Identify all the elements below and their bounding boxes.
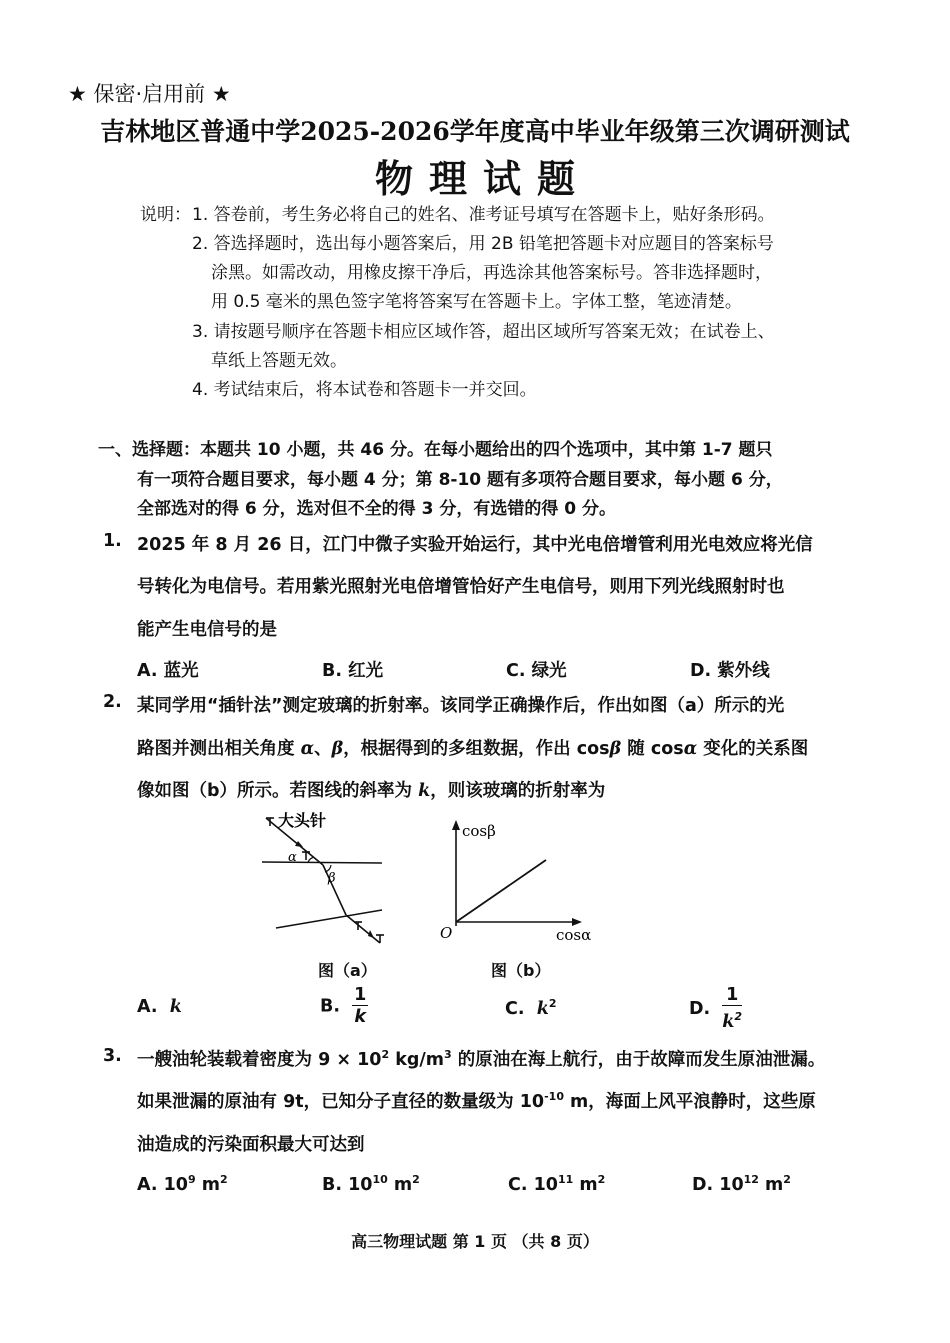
text-part: 一艘油轮装载着密度为 9 × 10 xyxy=(137,1050,382,1070)
option-b: B. 红光 xyxy=(322,661,384,681)
option-c xyxy=(508,1173,605,1195)
text-part: 随 cos xyxy=(621,739,684,759)
text-part: m，海面上风平浪静时，这些原 xyxy=(563,1092,816,1112)
exponent: 11 xyxy=(557,1173,574,1186)
unit: m xyxy=(387,1174,413,1195)
option-label: C. 10 xyxy=(508,1174,558,1195)
option-label: D. xyxy=(689,998,711,1019)
option-a xyxy=(137,1173,228,1195)
confidential-mark: ★ 保密·启用前 ★ xyxy=(68,82,231,106)
question-text xyxy=(137,1046,825,1071)
label-beta: β xyxy=(328,871,336,886)
exponent: 3 xyxy=(444,1048,452,1062)
text-part: 路图并测出相关角度 xyxy=(137,739,301,759)
question-text: 能产生电信号的是 xyxy=(137,620,277,640)
question-number: 3. xyxy=(103,1046,122,1066)
option-b xyxy=(322,1173,420,1195)
symbol-k: k xyxy=(418,781,431,801)
symbol-beta: β xyxy=(609,739,622,759)
instruction-item: 涂黑。如需改动，用橡皮擦干净后，再选涂其他答案标号。答非选择题时， xyxy=(211,263,772,283)
unit: m xyxy=(573,1174,598,1195)
arrow-head xyxy=(368,930,374,938)
symbol-beta: β xyxy=(331,739,344,759)
glass-top-edge xyxy=(262,862,382,863)
option-label: B. 10 xyxy=(322,1174,373,1195)
instruction-item: 4. 考试结束后，将本试卷和答题卡一并交回。 xyxy=(192,380,537,400)
denominator-var: k xyxy=(722,1011,735,1032)
label-pin: 大头针 xyxy=(278,811,327,830)
question-number: 2. xyxy=(103,692,122,712)
option-c: C. 绿光 xyxy=(506,661,567,681)
exponent: 2 xyxy=(381,1048,390,1062)
graph-line xyxy=(456,860,546,922)
option-label: A. 10 xyxy=(137,1174,188,1195)
option-b xyxy=(320,985,368,1028)
question-text: 号转化为电信号。若用紫光照射光电倍增管恰好产生电信号，则用下列光线照射时也 xyxy=(137,577,785,597)
option-d xyxy=(689,985,742,1033)
subject-title: 物理试题 xyxy=(374,156,591,201)
question-text xyxy=(137,735,808,760)
figure-a-caption: 图（a） xyxy=(318,961,377,980)
denominator: k xyxy=(354,1007,366,1027)
exponent: 2 xyxy=(783,1173,791,1186)
numerator: 1 xyxy=(722,985,742,1006)
pin-marks xyxy=(266,818,384,943)
text-part: 的原油在海上航行，由于故障而发生原油泄漏。 xyxy=(451,1050,826,1070)
text-part: ，根据得到的多组数据，作出 cos xyxy=(343,739,610,759)
exponent: 9 xyxy=(187,1173,196,1186)
glass-bottom-edge xyxy=(276,910,382,928)
section-line: 一、选择题：本题共 10 小题，共 46 分。在每小题给出的四个选项中，其中第 1-7 题只 xyxy=(98,440,773,460)
option-d xyxy=(692,1173,791,1195)
option-d: D. 紫外线 xyxy=(690,661,770,681)
option-value: k xyxy=(536,998,549,1019)
exponent: 2 xyxy=(412,1173,420,1186)
figure-a-diagram xyxy=(258,810,398,955)
instruction-item: 用 0.5 毫米的黑色签字笔将答案写在答题卡上。字体工整，笔迹清楚。 xyxy=(211,292,742,312)
unit: m xyxy=(758,1174,784,1195)
text-part: ，则该玻璃的折射率为 xyxy=(430,781,606,801)
unit: m xyxy=(195,1174,220,1195)
exponent: 2 xyxy=(597,1173,606,1186)
y-axis-arrow xyxy=(452,820,460,830)
figure-b-caption: 图（b） xyxy=(491,961,551,980)
symbol-alpha: α xyxy=(300,739,315,759)
text-part: kg/m xyxy=(389,1050,445,1070)
option-value: k xyxy=(169,997,182,1017)
question-text: 油造成的污染面积最大可达到 xyxy=(137,1135,365,1155)
question-text: 2025 年 8 月 26 日，江门中微子实验开始运行，其中光电倍增管利用光电效应将光信 xyxy=(137,535,813,555)
option-label: B. xyxy=(320,996,340,1017)
instruction-item: 草纸上答题无效。 xyxy=(211,351,347,371)
question-number: 1. xyxy=(103,531,122,551)
option-label: C. xyxy=(505,998,525,1019)
x-axis-arrow xyxy=(572,918,582,926)
fraction xyxy=(352,985,368,1028)
exponent: 2 xyxy=(219,1173,228,1186)
option-label: A. xyxy=(137,997,158,1017)
question-text xyxy=(137,777,605,802)
option-a: A. 蓝光 xyxy=(137,661,199,681)
instruction-item: 2. 答选择题时，选出每小题答案后，用 2B 铅笔把答题卡对应题目的答案标号 xyxy=(192,234,774,254)
origin-label: O xyxy=(440,924,453,942)
exam-title: 吉林地区普通中学2025-2026学年度高中毕业年级第三次调研测试 xyxy=(100,117,850,146)
instruction-item: 1. 答卷前，考生务必将自己的姓名、准考证号填写在答题卡上，贴好条形码。 xyxy=(192,205,775,225)
question-text xyxy=(137,1088,816,1113)
option-label: D. 10 xyxy=(692,1174,744,1195)
section-line: 全部选对的得 6 分，选对但不全的得 3 分，有选错的得 0 分。 xyxy=(137,499,616,519)
denominator xyxy=(722,1006,742,1033)
exponent: 2 xyxy=(548,997,557,1010)
symbol-alpha: α xyxy=(683,739,698,759)
exponent: 10 xyxy=(372,1173,388,1186)
label-alpha: α xyxy=(288,850,297,865)
text-part: 像如图（b）所示。若图线的斜率为 xyxy=(137,781,419,801)
figure-b-graph xyxy=(436,816,606,946)
text-part: 变化的关系图 xyxy=(697,739,809,759)
option-a xyxy=(137,997,182,1017)
exponent: -10 xyxy=(544,1090,564,1104)
section-line: 有一项符合题目要求，每小题 4 分；第 8-10 题有多项符合题目要求，每小题 6 分， xyxy=(137,470,783,490)
instructions-label: 说明： xyxy=(140,205,191,225)
x-axis-label: cosα xyxy=(556,926,592,944)
text-part: 、 xyxy=(314,739,332,759)
question-text: 某同学用“插针法”测定玻璃的折射率。该同学正确操作后，作出如图（a）所示的光 xyxy=(137,696,785,716)
instruction-item: 3. 请按题号顺序在答题卡相应区域作答，超出区域所写答案无效；在试卷上、 xyxy=(192,322,775,342)
option-c xyxy=(505,997,556,1019)
text-part: 如果泄漏的原油有 9t，已知分子直径的数量级为 10 xyxy=(137,1092,545,1112)
exponent: 12 xyxy=(743,1173,759,1186)
page-footer: 高三物理试题 第 1 页 （共 8 页） xyxy=(351,1232,599,1251)
exponent: 2 xyxy=(734,1010,743,1023)
y-axis-label: cosβ xyxy=(462,822,496,840)
fraction xyxy=(722,985,742,1033)
emergent-ray xyxy=(346,915,380,943)
numerator: 1 xyxy=(354,985,367,1005)
angle-arc-alpha xyxy=(308,857,314,862)
